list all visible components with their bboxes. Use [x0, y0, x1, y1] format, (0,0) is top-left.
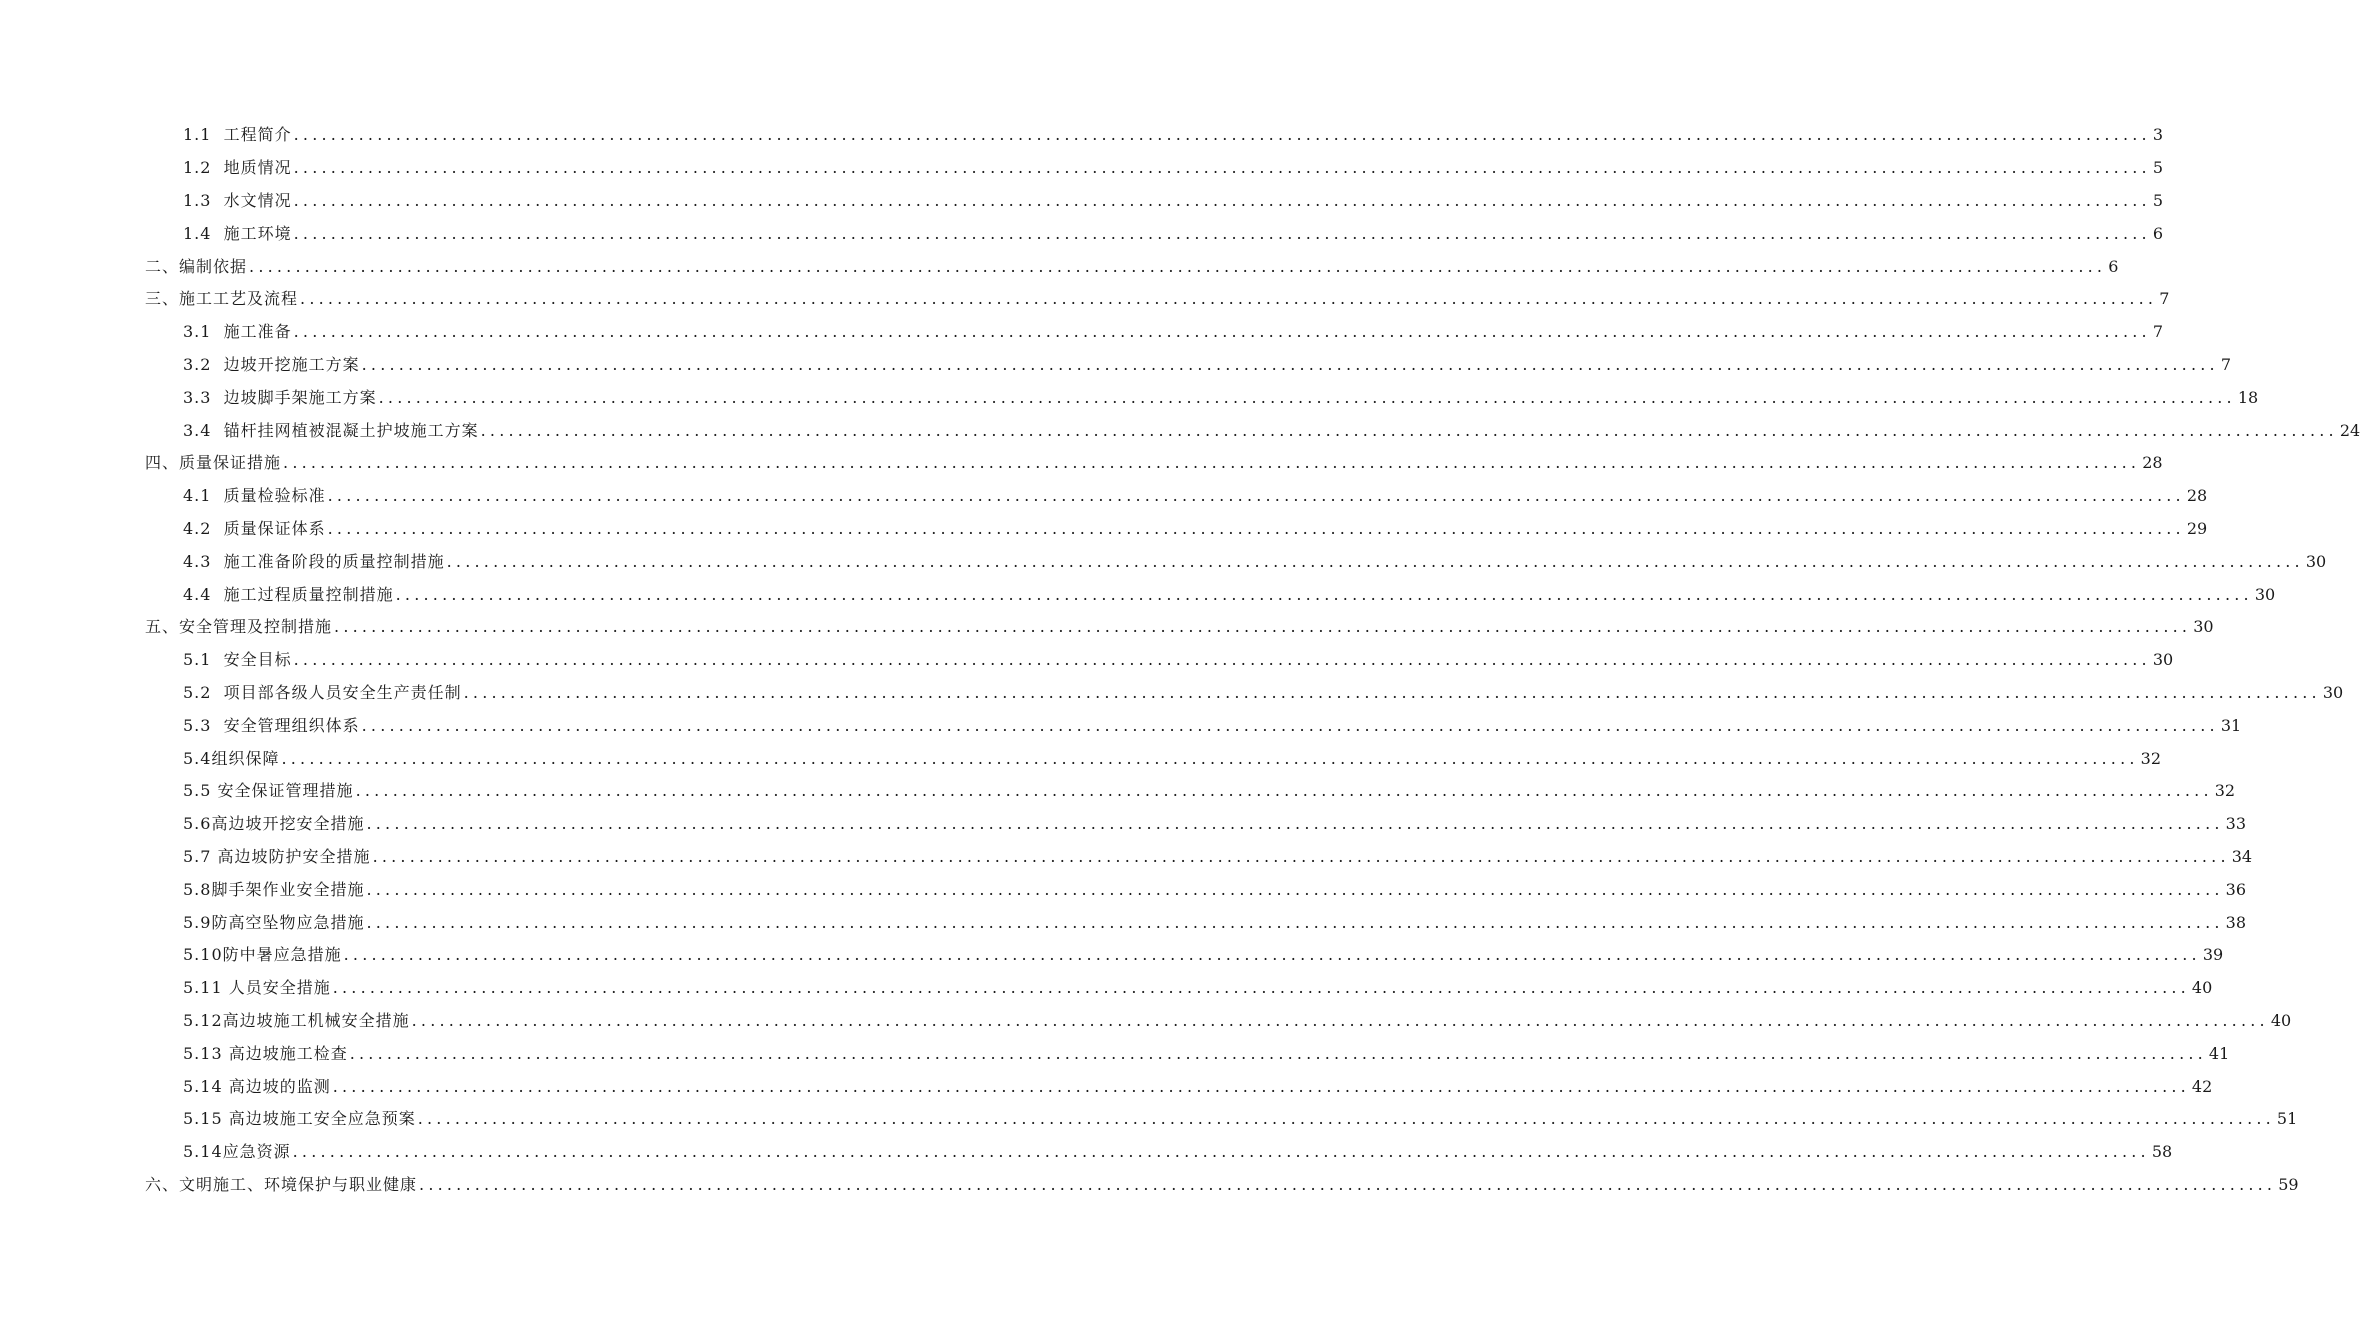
- toc-entry[interactable]: [0, 742, 2162, 775]
- toc-entry-page-number: 30: [2152, 650, 2174, 670]
- toc-entry-number: 5.13: [183, 1043, 223, 1063]
- toc-leader-dots: ........................................................................................................................................................................................................: [355, 781, 2213, 801]
- toc-entry-number: 4.3: [183, 551, 212, 571]
- table-of-contents: [0, 119, 2360, 1201]
- toc-leader-dots: ........................................................................................................................................................................................................: [300, 289, 2158, 309]
- toc-leader-dots: ........................................................................................................................................................................................................: [332, 1076, 2190, 1096]
- toc-entry-page-number: 58: [2151, 1142, 2173, 1162]
- toc-entry-number: 六、: [145, 1174, 180, 1194]
- toc-leader-dots: ........................................................................................................................................................................................................: [292, 1142, 2150, 1162]
- toc-entry-title: 质量检验标准: [223, 486, 326, 506]
- toc-entry-title: 高边坡的监测: [228, 1076, 331, 1096]
- toc-leader-dots: ........................................................................................................................................................................................................: [293, 158, 2151, 178]
- toc-entry[interactable]: [0, 775, 2236, 808]
- toc-entry-gap: [211, 519, 223, 539]
- toc-entry[interactable]: [0, 644, 2174, 677]
- toc-entry-gap: [211, 552, 223, 572]
- toc-entry-number: 五、: [145, 617, 180, 637]
- toc-entry-page-number: 29: [2186, 518, 2208, 538]
- toc-leader-dots: ........................................................................................................................................................................................................: [332, 978, 2190, 998]
- toc-entry-page-number: 30: [2254, 584, 2276, 604]
- toc-entry-title: 水文情况: [223, 190, 292, 210]
- toc-entry-title: 防高空坠物应急措施: [211, 912, 365, 932]
- toc-leader-dots: ........................................................................................................................................................................................................: [372, 846, 2230, 866]
- toc-entry[interactable]: [0, 709, 2242, 742]
- toc-entry-title: 项目部各级人员安全生产责任制: [223, 682, 462, 702]
- toc-entry[interactable]: [0, 185, 2164, 218]
- toc-entry-gap: [211, 683, 223, 703]
- toc-entry-title: 文明施工、环境保护与职业健康: [179, 1174, 418, 1194]
- toc-entry-page-number: 6: [2108, 256, 2119, 276]
- toc-entry[interactable]: [0, 1037, 2230, 1070]
- toc-entry-gap: [211, 158, 223, 178]
- toc-entry-page-number: 7: [2220, 354, 2232, 374]
- toc-entry-number: 5.15: [183, 1109, 223, 1129]
- toc-entry[interactable]: [0, 414, 2360, 447]
- toc-entry-title: 高边坡防护安全措施: [217, 846, 371, 866]
- toc-leader-dots: ........................................................................................................................................................................................................: [293, 190, 2151, 210]
- toc-leader-dots: ........................................................................................................................................................................................................: [361, 715, 2219, 735]
- toc-entry-number: 5.7: [183, 846, 212, 866]
- toc-entry[interactable]: [0, 283, 2170, 316]
- toc-entry-title: 施工过程质量控制措施: [223, 584, 394, 604]
- toc-entry-page-number: 40: [2270, 1010, 2292, 1030]
- toc-entry-page-number: 39: [2202, 945, 2224, 965]
- toc-entry-title: 边坡脚手架施工方案: [223, 387, 377, 407]
- toc-entry-page-number: 5: [2152, 190, 2164, 210]
- toc-entry[interactable]: [0, 873, 2247, 906]
- toc-entry-title: 施工准备: [223, 322, 292, 342]
- toc-entry-page-number: 42: [2191, 1076, 2213, 1096]
- toc-leader-dots: ........................................................................................................................................................................................................: [281, 748, 2139, 768]
- toc-leader-dots: ........................................................................................................................................................................................................: [293, 223, 2151, 243]
- toc-entry-page-number: 30: [2305, 551, 2327, 571]
- toc-entry[interactable]: [0, 545, 2327, 578]
- toc-entry-title: 应急资源: [222, 1142, 291, 1162]
- toc-entry-gap: [211, 191, 223, 211]
- toc-entry-title: 高边坡施工安全应急预案: [228, 1109, 416, 1129]
- toc-leader-dots: ........................................................................................................................................................................................................: [249, 256, 2107, 276]
- toc-entry[interactable]: [0, 381, 2259, 414]
- toc-entry-gap: [211, 125, 223, 145]
- toc-entry[interactable]: [0, 1070, 2213, 1103]
- toc-entry-title: 脚手架作业安全措施: [211, 879, 365, 899]
- toc-leader-dots: ........................................................................................................................................................................................................: [378, 387, 2236, 407]
- toc-entry-page-number: 28: [2142, 453, 2163, 473]
- toc-entry-title: 质量保证体系: [223, 518, 326, 538]
- toc-entry-number: 5.10: [183, 945, 223, 965]
- toc-leader-dots: ........................................................................................................................................................................................................: [417, 1109, 2275, 1129]
- toc-entry-number: 1.2: [183, 158, 212, 178]
- toc-entry-number: 三、: [145, 289, 180, 309]
- toc-entry-title: 质量保证措施: [179, 453, 282, 473]
- toc-entry[interactable]: [0, 578, 2276, 611]
- toc-entry-page-number: 5: [2152, 158, 2164, 178]
- toc-leader-dots: ........................................................................................................................................................................................................: [361, 354, 2219, 374]
- toc-entry-number: 1.1: [183, 125, 212, 145]
- toc-entry-number: 5.12: [183, 1010, 223, 1030]
- toc-entry-number: 5.8: [183, 879, 212, 899]
- toc-entry-gap: [211, 355, 223, 375]
- toc-entry[interactable]: [0, 906, 2247, 939]
- toc-entry-title: 边坡开挖施工方案: [223, 354, 360, 374]
- toc-entry-gap: [211, 650, 223, 670]
- toc-entry-title: 人员安全措施: [228, 978, 331, 998]
- toc-entry-gap: [211, 388, 223, 408]
- toc-entry-page-number: 18: [2237, 387, 2259, 407]
- toc-entry-number: 5.2: [183, 682, 212, 702]
- toc-entry-title: 施工环境: [223, 223, 292, 243]
- toc-entry-number: 5.3: [183, 715, 212, 735]
- toc-entry-title: 安全保证管理措施: [217, 781, 354, 801]
- toc-entry-page-number: 7: [2152, 322, 2164, 342]
- toc-entry-page-number: 7: [2159, 289, 2170, 309]
- toc-entry-title: 安全管理组织体系: [223, 715, 360, 735]
- toc-entry[interactable]: [0, 611, 2214, 644]
- toc-entry[interactable]: [0, 217, 2164, 250]
- toc-entry-page-number: 30: [2193, 617, 2214, 637]
- toc-leader-dots: ........................................................................................................................................................................................................: [411, 1010, 2269, 1030]
- toc-leader-dots: ........................................................................................................................................................................................................: [349, 1043, 2207, 1063]
- toc-entry-gap: [211, 322, 223, 342]
- toc-entry-title: 防中暑应急措施: [222, 945, 342, 965]
- toc-leader-dots: ........................................................................................................................................................................................................: [419, 1174, 2277, 1194]
- toc-leader-dots: ........................................................................................................................................................................................................: [334, 617, 2192, 637]
- toc-entry-page-number: 40: [2191, 978, 2213, 998]
- toc-entry[interactable]: [0, 152, 2164, 185]
- toc-entry-number: 4.4: [183, 584, 212, 604]
- toc-entry-title: 地质情况: [223, 158, 292, 178]
- toc-leader-dots: ........................................................................................................................................................................................................: [446, 551, 2304, 571]
- toc-entry-page-number: 36: [2225, 879, 2247, 899]
- toc-entry[interactable]: [0, 841, 2253, 874]
- toc-entry-page-number: 3: [2152, 125, 2164, 145]
- toc-entry-number: 四、: [145, 453, 180, 473]
- toc-entry-number: 5.4: [183, 748, 212, 768]
- toc-entry-page-number: 32: [2214, 781, 2236, 801]
- toc-entry-page-number: 59: [2278, 1174, 2299, 1194]
- toc-leader-dots: ........................................................................................................................................................................................................: [366, 912, 2224, 932]
- toc-entry-title: 高边坡开挖安全措施: [211, 814, 365, 834]
- toc-entry-page-number: 33: [2225, 814, 2247, 834]
- toc-entry[interactable]: [0, 972, 2213, 1005]
- toc-entry[interactable]: [0, 447, 2163, 480]
- toc-entry-page-number: 31: [2220, 715, 2242, 735]
- toc-entry[interactable]: [0, 250, 2119, 283]
- toc-entry[interactable]: [0, 316, 2164, 349]
- toc-entry[interactable]: [0, 1136, 2173, 1169]
- toc-entry-title: 高边坡施工检查: [228, 1043, 348, 1063]
- toc-entry[interactable]: [0, 1005, 2292, 1038]
- toc-leader-dots: ........................................................................................................................................................................................................: [463, 682, 2321, 702]
- toc-leader-dots: ........................................................................................................................................................................................................: [343, 945, 2201, 965]
- toc-leader-dots: ........................................................................................................................................................................................................: [327, 518, 2185, 538]
- toc-entry-gap: [211, 486, 223, 506]
- toc-leader-dots: ........................................................................................................................................................................................................: [293, 650, 2151, 670]
- toc-entry[interactable]: [0, 349, 2232, 382]
- toc-entry-number: 5.14: [183, 1142, 223, 1162]
- toc-entry-title: 编制依据: [179, 256, 248, 276]
- toc-entry-gap: [211, 421, 223, 441]
- toc-leader-dots: ........................................................................................................................................................................................................: [293, 322, 2151, 342]
- toc-entry-page-number: 24: [2339, 420, 2360, 440]
- toc-entry-number: 4.2: [183, 518, 212, 538]
- toc-entry[interactable]: [0, 480, 2208, 513]
- toc-entry[interactable]: [0, 939, 2224, 972]
- toc-entry-number: 5.14: [183, 1076, 223, 1096]
- toc-entry-gap: [211, 716, 223, 736]
- toc-entry[interactable]: [0, 808, 2247, 841]
- toc-entry-number: 3.3: [183, 387, 212, 407]
- toc-entry-number: 4.1: [183, 486, 212, 506]
- toc-entry[interactable]: [0, 1103, 2298, 1136]
- toc-entry-gap: [211, 585, 223, 605]
- toc-entry[interactable]: [0, 677, 2344, 710]
- toc-entry-page-number: 38: [2225, 912, 2247, 932]
- toc-entry-gap: [211, 224, 223, 244]
- toc-entry-page-number: 32: [2140, 748, 2162, 768]
- toc-leader-dots: ........................................................................................................................................................................................................: [366, 879, 2224, 899]
- toc-entry-title: 锚杆挂网植被混凝土护坡施工方案: [223, 420, 479, 440]
- toc-leader-dots: ........................................................................................................................................................................................................: [327, 486, 2185, 506]
- toc-entry-number: 5.9: [183, 912, 212, 932]
- toc-entry-page-number: 6: [2152, 223, 2164, 243]
- toc-entry-number: 5.11: [183, 978, 223, 998]
- toc-leader-dots: ........................................................................................................................................................................................................: [366, 814, 2224, 834]
- toc-entry-title: 高边坡施工机械安全措施: [222, 1010, 410, 1030]
- toc-entry-number: 3.4: [183, 420, 212, 440]
- toc-entry-number: 二、: [145, 256, 180, 276]
- toc-entry-number: 5.1: [183, 650, 212, 670]
- toc-entry-number: 1.3: [183, 190, 212, 210]
- toc-entry-number: 5.6: [183, 814, 212, 834]
- toc-leader-dots: ........................................................................................................................................................................................................: [395, 584, 2253, 604]
- toc-entry-title: 安全目标: [223, 650, 292, 670]
- toc-entry[interactable]: [0, 119, 2164, 152]
- toc-leader-dots: ........................................................................................................................................................................................................: [293, 125, 2151, 145]
- toc-entry-title: 工程简介: [223, 125, 292, 145]
- toc-entry[interactable]: [0, 1169, 2299, 1202]
- toc-leader-dots: ........................................................................................................................................................................................................: [480, 420, 2338, 440]
- toc-entry-page-number: 28: [2186, 486, 2208, 506]
- toc-entry-page-number: 41: [2208, 1043, 2230, 1063]
- toc-entry[interactable]: [0, 513, 2208, 546]
- toc-entry-number: 3.2: [183, 354, 212, 374]
- toc-entry-page-number: 51: [2276, 1109, 2298, 1129]
- toc-entry-number: 5.5: [183, 781, 212, 801]
- toc-leader-dots: ........................................................................................................................................................................................................: [283, 453, 2141, 473]
- toc-entry-number: 1.4: [183, 223, 212, 243]
- toc-entry-title: 组织保障: [211, 748, 280, 768]
- toc-entry-number: 3.1: [183, 322, 212, 342]
- toc-entry-page-number: 34: [2231, 846, 2253, 866]
- toc-entry-page-number: 30: [2322, 682, 2344, 702]
- toc-entry-title: 施工准备阶段的质量控制措施: [223, 551, 445, 571]
- toc-entry-title: 安全管理及控制措施: [179, 617, 333, 637]
- toc-entry-title: 施工工艺及流程: [179, 289, 299, 309]
